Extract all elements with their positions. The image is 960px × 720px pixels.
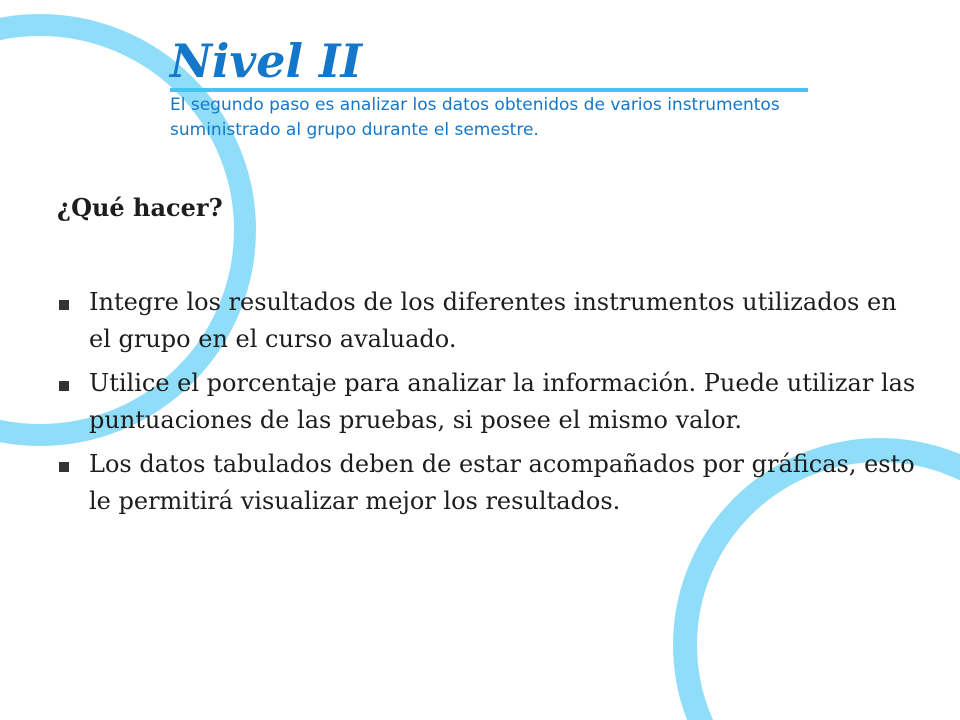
square-bullet-icon: [57, 284, 89, 310]
section-heading: ¿Qué hacer?: [57, 193, 223, 222]
bullet-list: [57, 284, 917, 527]
bullet-item: [57, 284, 917, 358]
bullet-text: Los datos tabulados deben de estar acompañados por gráficas, esto le permitirá visualizar mejor los resultados.: [89, 450, 915, 515]
bullet-text: Integre los resultados de los diferentes instrumentos utilizados en el grupo en el curso avaluado.: [89, 288, 897, 353]
bullet-text: Utilice el porcentaje para analizar la información. Puede utilizar las puntuaciones de las pruebas, si posee el mismo valor.: [89, 369, 916, 434]
slide-title: Nivel II: [170, 34, 363, 88]
title-underline: [170, 88, 808, 92]
square-bullet-icon: [57, 365, 89, 391]
square-bullet-icon: [57, 446, 89, 472]
slide-subtitle: El segundo paso es analizar los datos obtenidos de varios instrumentos suministrado al grupo durante el semestre.: [170, 95, 780, 140]
bullet-item: [57, 365, 917, 439]
bullet-item: [57, 446, 917, 520]
